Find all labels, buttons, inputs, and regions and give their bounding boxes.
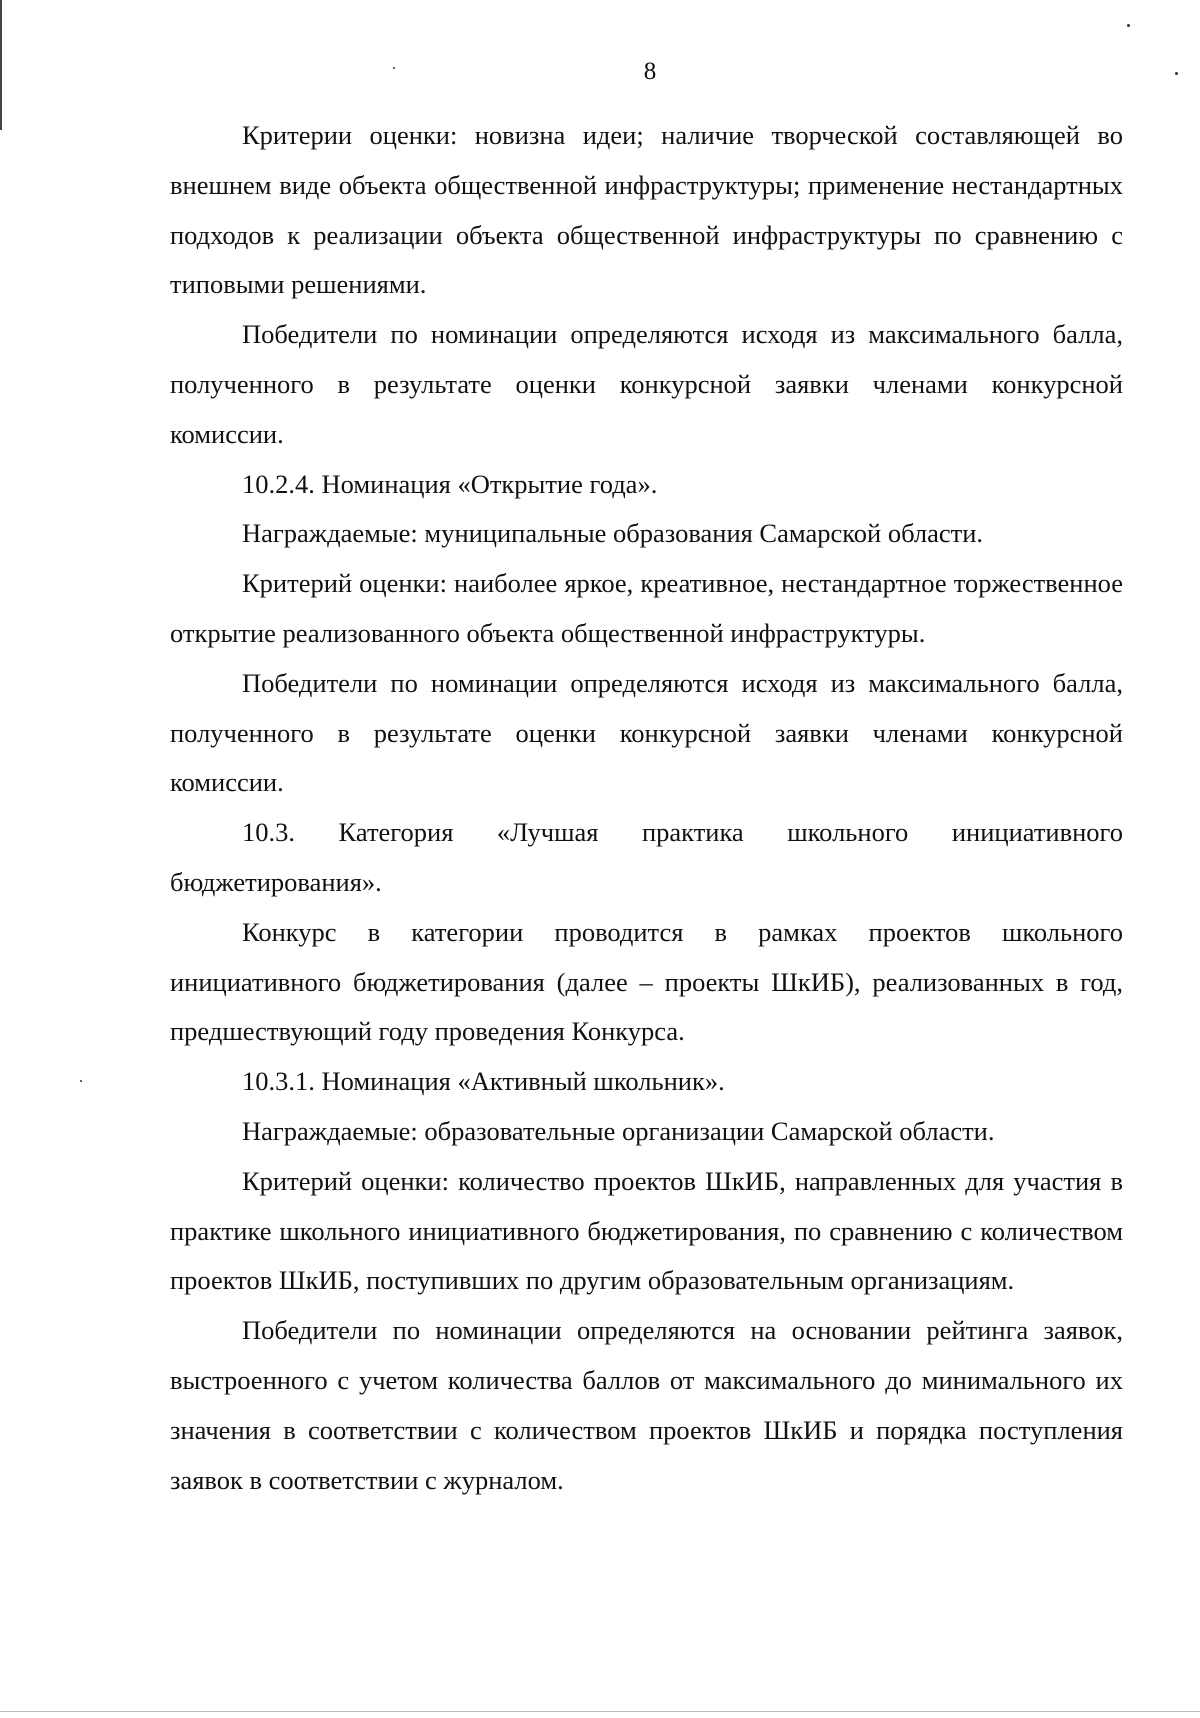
paragraph-winners-max-score-1: Победители по номинации определяются исходя из максимального балла, полученного в результате оценки конкурсной заявки членами конкурсной комиссии. [170, 319, 1123, 449]
paragraph-awardees-schools: Награждаемые: образовательные организации Самарской области. [242, 1115, 995, 1146]
paragraph-criterion-opening: Критерий оценки: наиболее яркое, креативное, нестандартное торжественное открытие реализованного объекта общественной инфраструктуры. [170, 568, 1123, 648]
scan-speck [393, 67, 395, 69]
paragraph-category-school-budgeting: 10.3. Категория «Лучшая практика школьного инициативного бюджетирования». [170, 817, 1123, 897]
paragraph-criteria-novelty: Критерии оценки: новизна идеи; наличие творческой составляющей во внешнем виде объекта общественной инфраструктуры; применение нестандартных подходов к реализации объекта общественной инфраструктуры по сравнению с типовыми решениями. [170, 120, 1123, 300]
paragraph-winners-max-score-2: Победители по номинации определяются исходя из максимального балла, полученного в результате оценки конкурсной заявки членами конкурсной комиссии. [170, 667, 1123, 798]
paragraph-winners-rating: Победители по номинации определяются на основании рейтинга заявок, выстроенного с учетом количества баллов от максимального до минимального их значения в соответствии с количеством проектов ШкИБ и порядка поступления заявок в соответствии с журналом. [170, 1315, 1123, 1495]
scan-bottom-edge [0, 1711, 1200, 1712]
page-number: 8 [643, 58, 657, 85]
paragraph-nomination-opening-of-year: 10.2.4. Номинация «Открытие года». [242, 468, 658, 499]
scan-speck [1175, 72, 1178, 75]
paragraph-awardees-municipalities: Награждаемые: муниципальные образования Самарской области. [242, 518, 984, 549]
paragraph-criterion-project-count: Критерий оценки: количество проектов ШкИБ, направленных для участия в практике школьного инициативного бюджетирования, по сравнению с количеством проектов ШкИБ, поступивших по другим образовательным организациям. [170, 1165, 1123, 1296]
document-body [170, 111, 1123, 1505]
scan-speck [1127, 24, 1130, 27]
paragraph-nomination-active-student: 10.3.1. Номинация «Активный школьник». [242, 1066, 725, 1097]
paragraph-contest-in-category: Конкурс в категории проводится в рамках проектов школьного инициативного бюджетирования (далее – проекты ШкИБ), реализованных в год, предшествующий году проведения Конкурса. [170, 916, 1123, 1047]
scan-speck [80, 1080, 82, 1082]
